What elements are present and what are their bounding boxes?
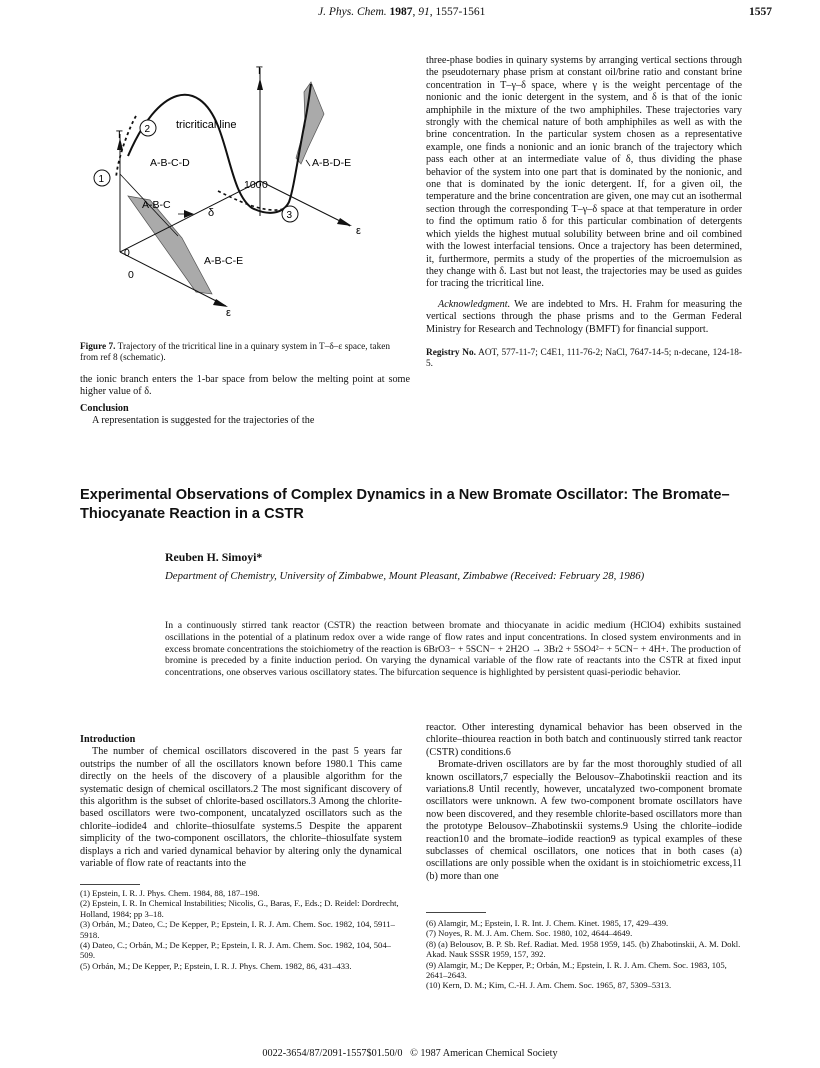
label-t-left: T bbox=[116, 129, 123, 141]
header-journal: J. Phys. Chem. bbox=[318, 6, 387, 18]
intro-right-paragraph-1: reactor. Other interesting dynamical behavior has been observed in the chlorite–thiourea reaction in both batch and continuously stirred tank reactor (CSTR) conditions.6 bbox=[426, 722, 742, 758]
intro-left-paragraph: The number of chemical oscillators discovered in the past 5 years far outstrips the number of all the oscillators known before 1980.1 This came directly on the heels of the discovery of a plausible algorithm for the systematic design of chemical oscillators.2 The most significant discovery of this algorithm is the subset of chlorite-based oscillators.3 Among the chlorite-based oscillators were two-component, uncatalyzed oscillators such as the chlorite–iodide4 and chlorite–thiosulfate systems.5 Despite the apparent simplicity of the two-component oscillators, the chlorite–thiosulfate system displays a rich and varied dynamical behavior by altering only the dynamical variable of flow rate of reactants into the bbox=[80, 746, 402, 870]
marker-3-label: 3 bbox=[286, 210, 293, 221]
reference-item: (9) Alamgir, M.; De Kepper, P.; Orbán, M.; Epstein, I. R. J. Am. Chem. Soc. 1983, 105, 2641–2643. bbox=[426, 959, 727, 981]
intro-left-column bbox=[80, 734, 402, 870]
article-affiliation: Department of Chemistry, University of Zimbabwe, Mount Pleasant, Zimbabwe (Received: February 28, 1986) bbox=[165, 570, 645, 582]
label-epsilon-bottom: ε bbox=[226, 307, 231, 319]
reference-item: (7) Noyes, R. M. J. Am. Chem. Soc. 1980, 102, 4644–4649. bbox=[426, 928, 633, 939]
marker-1-label: 1 bbox=[98, 174, 105, 185]
label-100: 100 bbox=[244, 179, 262, 191]
right-top-paragraph: three-phase bodies in quinary systems by arranging vertical sections through the pseudoternary phase prism at constant oil/brine ratio and constant brine concentration in T–γ–δ space, where γ is the weight percentage of the nonionic and the ionic detergent in the system, and δ is that of the ionic amphiphile in the mixture of the two amphiphiles. These trajectories vary strongly with the chemical nature of both amphiphiles as well as with the brine concentration. In the particular system chosen as a representative example, one finds a nonionic and an ionic branch of the trajectory which pass each other at an intermediate value of δ, thus dividing the phase behavior of the system into one part that is dominated by the nonionic, and one that is dominated by the ionic detergent. If, for a given oil, the temperature and the brine concentration are given, one may cut an isothermal section through the corresponding T–γ–δ space at that temperature in order to find the optimum ratio δ for this particular combination of detergents which yields the highest mutual solubility between brine and oil combined with the lowest interfacial tensions. Once a trajectory has been determined, it, furthermore, permits a study of the properties of the microemulsion as they change with δ. Last but not least, the trajectories may be used as guides for tracing the tricritical line. bbox=[426, 55, 742, 290]
header-citation: J. Phys. Chem. 1987, 91, 1557-1561 bbox=[318, 6, 486, 18]
ack-text: We are indebted to Mrs. H. Frahm for measuring the vertical sections through the phase prisms and to the German Federal Ministry for Research and Technology (BMFT) for financial support. bbox=[426, 298, 742, 335]
label-zero-a: 0 bbox=[262, 179, 268, 191]
arrow-t-right bbox=[257, 78, 263, 90]
reference-item: (2) Epstein, I. R. In Chemical Instabilities; Nicolis, G., Baras, F., Eds.; D. Reidel: Dordrecht, Holland, 1984; pp 3–18. bbox=[80, 898, 399, 919]
reference-item: (5) Orbán, M.; De Kepper, P.; Epstein, I. R. J. Phys. Chem. 1982, 86, 431–433. bbox=[80, 960, 352, 971]
tricritical-dashed-2 bbox=[218, 191, 291, 210]
footer-code: 0022-3654/87/2091-1557$01.50/0 bbox=[262, 1048, 403, 1059]
references-left bbox=[80, 888, 402, 971]
reference-item: (8) (a) Belousov, B. P. Sb. Ref. Radiat. Med. 1958 1959, 145. (b) Zhabotinskii, A. M. Dokl. Akad. Nauk SSSR 1959, 157, 392. bbox=[426, 938, 741, 960]
label-abc: A-B-C bbox=[142, 199, 171, 211]
reference-item: (10) Kern, D. M.; Kim, C.-H. J. Am. Chem. Soc. 1965, 87, 5309–5313. bbox=[426, 980, 672, 991]
figure-7-diagram bbox=[78, 56, 410, 338]
running-header bbox=[0, 6, 820, 22]
right-top-column bbox=[426, 55, 742, 370]
conclusion-paragraph: A representation is suggested for the trajectories of the bbox=[92, 415, 315, 427]
arrow-epsilon-right bbox=[337, 218, 352, 226]
figure-caption bbox=[80, 342, 410, 364]
axis-epsilon-right bbox=[260, 181, 350, 226]
article-abstract: In a continuously stirred tank reactor (CSTR) the reaction between bromate and thiocyanate in acidic medium (HClO4) exhibits sustained oscillations in the potential of a platinum redox over a wide range of flow rates and input concentrations. In closed system environments and in excess bromate concentrations the stoichiometry of the reaction is 6BrO3− + 5SCN− + 2H2O → 3Br2 + 5SO4²− + 5CN− + 4H+. The production of bromine is preceded by a finite induction period. On varying the dynamical variable of the flow rate of reactants into the CSTR at fixed input concentrations, one observes various oscillatory states. The bifurcation sequence is highlighted by persistent quasi-periodic behavior. bbox=[165, 620, 741, 679]
intro-right-column bbox=[426, 722, 742, 883]
article-title: Experimental Observations of Complex Dynamics in a New Bromate Oscillator: The Bromate–Thiocyanate Reaction in a CSTR bbox=[80, 487, 730, 522]
marker-2-label: 2 bbox=[144, 124, 151, 135]
header-volume: 91 bbox=[418, 6, 430, 18]
label-zero-b: 0 bbox=[124, 247, 130, 259]
intro-right-paragraph-2: Bromate-driven oscillators are by far the most thoroughly studied of all known oscillators,7 especially the Belousov–Zhabotinskii reaction and its variations.8 Until recently, however, uncatalyzed two-component bromate oscillators were unknown. A few two-component bromate oscillators have now been discovered, and they resemble chlorite-based oscillators more than the prototype Belousov–Zhabotinskii systems.9 Using the chlorite–iodide reaction10 and the bromate–iodide reaction9 as typical examples of these subclasses of chemical oscillators, one notices that in both cases (a) oscillations are only possible when the oxidant is in stoichiometric excess,11 (b) more than one bbox=[426, 759, 742, 882]
header-pages: 1557-1561 bbox=[435, 6, 486, 18]
left-top-paragraph: the ionic branch enters the 1-bar space from below the melting point at some higher value of δ. bbox=[80, 374, 410, 398]
page-footer bbox=[0, 1048, 820, 1059]
reference-item: (1) Epstein, I. R. J. Phys. Chem. 1984, 88, 187–198. bbox=[80, 888, 260, 898]
pointer-abde bbox=[306, 160, 310, 166]
label-epsilon-right: ε bbox=[356, 225, 361, 237]
label-zero-c: 0 bbox=[128, 269, 134, 281]
page-number: 1557 bbox=[749, 6, 772, 18]
header-year: 1987 bbox=[389, 6, 413, 18]
left-top-column bbox=[80, 374, 410, 428]
footer-copyright: © 1987 American Chemical Society bbox=[410, 1048, 558, 1059]
registry-label: Registry No. bbox=[426, 347, 476, 358]
label-delta: δ bbox=[208, 207, 215, 219]
conclusion-heading: Conclusion bbox=[80, 402, 129, 414]
label-t-top: T bbox=[256, 65, 263, 77]
label-tricritical: tricritical line bbox=[176, 119, 237, 131]
intro-heading: Introduction bbox=[80, 734, 136, 745]
refs-rule-right bbox=[426, 912, 486, 913]
label-abce: A-B-C-E bbox=[204, 255, 244, 267]
ack-label: Acknowledgment. bbox=[438, 298, 511, 310]
registry-text: AOT, 577-11-7; C4E1, 111-76-2; NaCl, 7647-14-5; n-decane, 124-18-5. bbox=[426, 347, 742, 370]
reference-item: (4) Dateo, C.; Orbán, M.; De Kepper, P.; Epstein, I. R. J. Am. Chem. Soc. 1982, 104, 504–509. bbox=[80, 940, 391, 961]
label-abde: A-B-D-E bbox=[312, 157, 352, 169]
references-right bbox=[426, 918, 742, 991]
label-abcd: A-B-C-D bbox=[150, 157, 190, 169]
reference-item: (3) Orbán, M.; Dateo, C.; De Kepper, P.; Epstein, I. R. J. Am. Chem. Soc. 1982, 104, 5911–5918. bbox=[80, 919, 395, 940]
caption-text: Trajectory of the tricritical line in a quinary system in T–δ–ε space, taken from ref 8 (schematic). bbox=[80, 342, 391, 364]
tricritical-curve bbox=[128, 84, 311, 213]
caption-label: Figure 7. bbox=[80, 342, 116, 352]
refs-rule-left bbox=[80, 884, 140, 885]
article-author: Reuben H. Simoyi* bbox=[165, 550, 263, 564]
reference-item: (6) Alamgir, M.; Epstein, I. R. Int. J. Chem. Kinet. 1985, 17, 429–439. bbox=[426, 918, 669, 928]
